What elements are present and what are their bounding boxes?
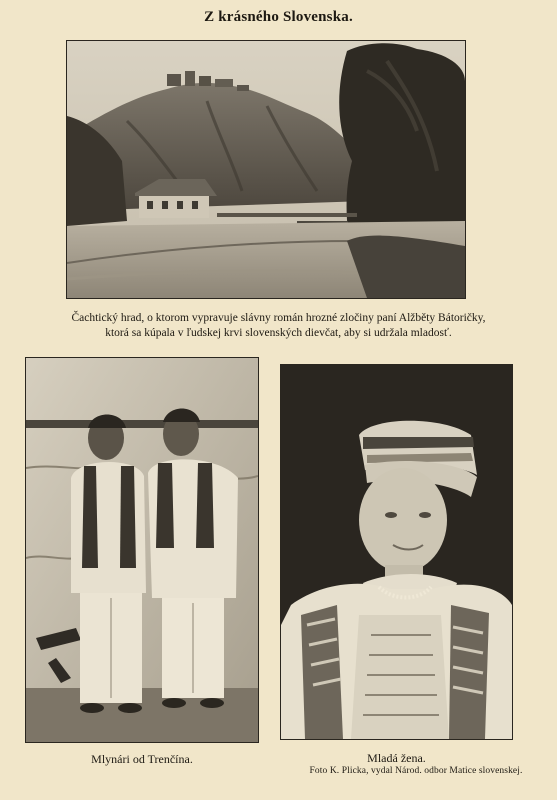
page-title: Z krásného Slovenska. (204, 9, 353, 25)
millers-caption: Mlynári od Trenčína. (91, 752, 193, 766)
millers-photo (26, 358, 258, 742)
woman-caption: Mladá žena. (367, 751, 426, 765)
castle-caption (20, 311, 537, 341)
castle-photo (67, 41, 465, 298)
woman-photo (281, 365, 512, 739)
castle-caption-line-1: Čachtický hrad, o ktorom vypravuje slávny román hrozné zločiny paní Alžběty Bátoričky, (71, 312, 486, 324)
photo-credit: Foto K. Plicka, vydal Národ. odbor Matice slovenskej. (309, 766, 523, 776)
castle-caption-line-2: ktorá sa kúpala v ľudskej krvi slovenských dievčat, aby si udržala mladosť. (105, 327, 452, 339)
